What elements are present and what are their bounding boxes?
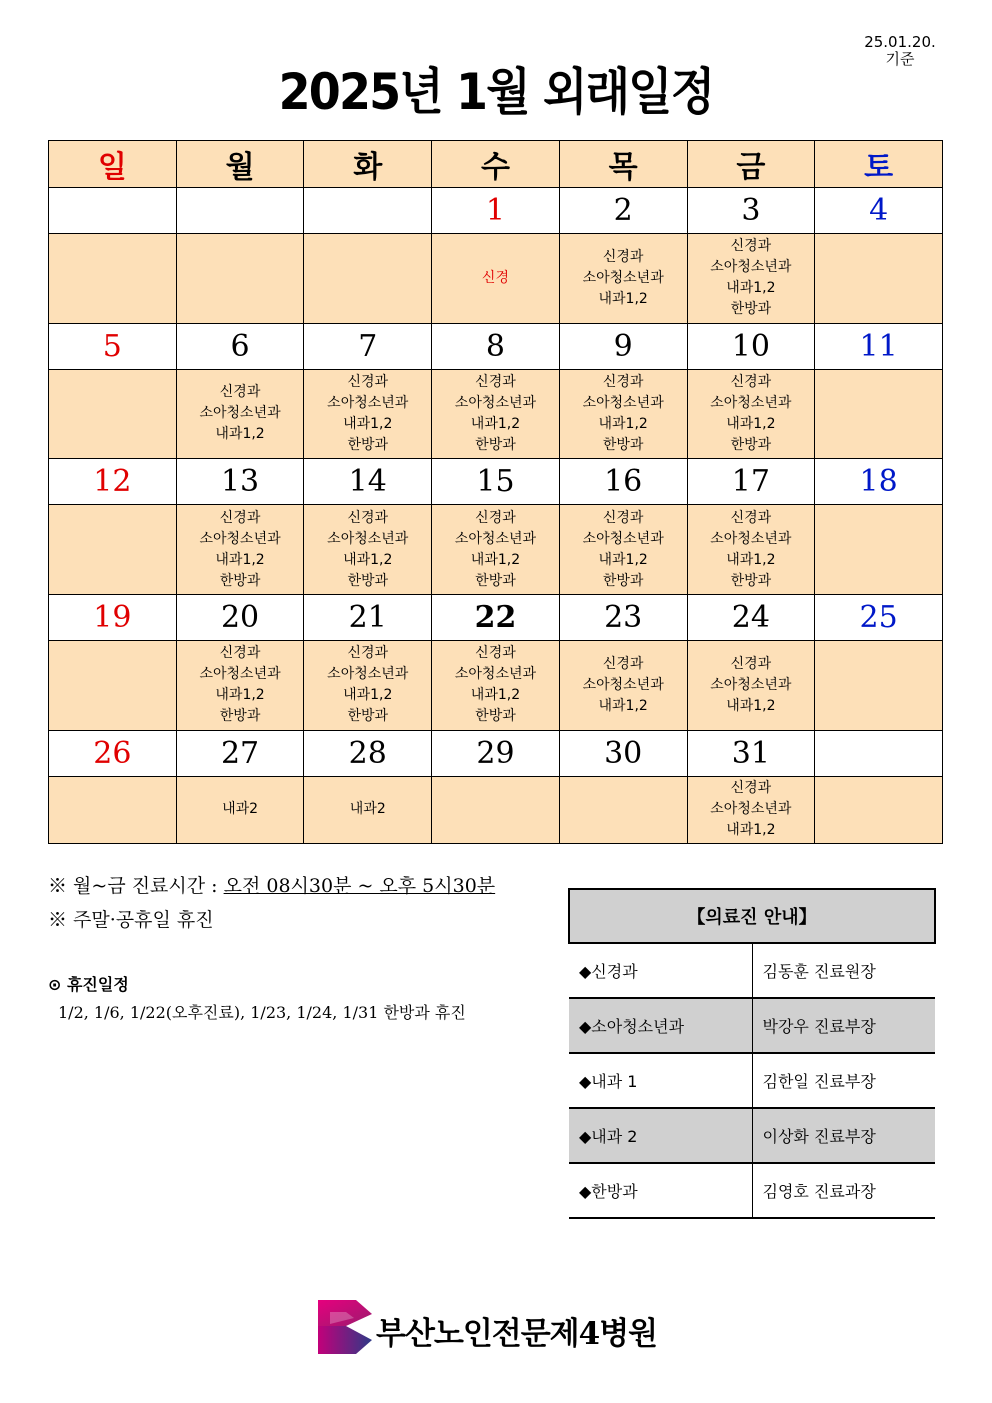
hours-value: 오전 08시30분 ~ 오후 5시30분 — [223, 875, 496, 897]
date-row — [49, 188, 943, 234]
department-label: 내과1,2 — [215, 426, 265, 443]
date-number — [49, 188, 177, 234]
department-label: 소아청소년과 — [582, 394, 664, 411]
date-number: 16 — [559, 459, 687, 505]
date-number: 23 — [559, 594, 687, 640]
staff-table — [568, 888, 936, 1219]
staff-dept: ◆소아청소년과 — [569, 998, 752, 1053]
reference-date-value: 25.01.20. — [864, 33, 936, 51]
date-row — [49, 459, 943, 505]
date-number: 8 — [432, 323, 560, 369]
schedule-cell — [687, 776, 815, 844]
department-label: 소아청소년과 — [582, 676, 664, 693]
department-label: 한방과 — [475, 708, 516, 725]
weekday-mon: 월 — [176, 141, 304, 188]
schedule-cell — [815, 234, 943, 324]
department-label: 소아청소년과 — [710, 801, 792, 818]
date-number: 18 — [815, 459, 943, 505]
schedule-cell — [559, 640, 687, 730]
department-label: 내과1,2 — [470, 687, 521, 704]
department-label: 신경과 — [475, 645, 516, 662]
department-label: 소아청소년과 — [454, 530, 537, 547]
department-label: 소아청소년과 — [199, 530, 281, 547]
department-label: 신경과 — [730, 509, 772, 526]
notes — [48, 872, 495, 940]
page-title: 2025년 1월 외래일정 — [278, 63, 714, 121]
department-label: 신경과 — [347, 509, 389, 526]
weekday-sat: 토 — [815, 141, 943, 188]
closed-schedule-heading: ⊙ 휴진일정 — [48, 975, 129, 994]
schedule-cell — [176, 369, 304, 459]
date-number: 1 — [432, 188, 560, 234]
department-label: 소아청소년과 — [454, 394, 537, 411]
date-number: 12 — [49, 459, 177, 505]
schedule-cell — [49, 234, 177, 324]
department-label: 내과2 — [222, 801, 259, 818]
date-number: 5 — [49, 323, 177, 369]
staff-heading: 【의료진 안내】 — [569, 889, 935, 943]
department-label: 신경과 — [475, 509, 516, 526]
date-number: 3 — [687, 188, 815, 234]
department-label: 한방과 — [219, 708, 261, 725]
weekday-thu: 목 — [559, 141, 687, 188]
schedule-cell — [559, 505, 687, 595]
schedule-cell — [304, 776, 432, 844]
staff-row — [569, 1163, 935, 1218]
hours-note — [48, 872, 495, 906]
department-label: 소아청소년과 — [199, 666, 281, 683]
department-label: 내과1,2 — [215, 687, 265, 704]
date-number: 15 — [432, 459, 560, 505]
reference-date-label: 기준 — [885, 50, 915, 68]
date-row — [49, 730, 943, 776]
date-number: 26 — [49, 730, 177, 776]
hospital-name: 부산노인전문제4병원 — [376, 1316, 658, 1352]
department-label: 소아청소년과 — [454, 666, 537, 683]
schedule-row — [49, 776, 943, 844]
date-number: 17 — [687, 459, 815, 505]
schedule-cell — [304, 234, 432, 324]
schedule-cell — [432, 234, 560, 324]
date-number: 21 — [304, 594, 432, 640]
department-label: 소아청소년과 — [710, 394, 792, 411]
department-label: 내과1,2 — [726, 551, 776, 568]
department-label: 내과1,2 — [726, 822, 776, 839]
department-label: 한방과 — [730, 436, 772, 453]
staff-row — [569, 1108, 935, 1163]
department-label: 내과1,2 — [598, 697, 648, 714]
department-label: 내과1,2 — [726, 280, 776, 297]
department-label: 내과1,2 — [470, 551, 521, 568]
department-label: 소아청소년과 — [327, 530, 409, 547]
department-label: 내과1,2 — [598, 551, 648, 568]
department-label: 소아청소년과 — [710, 676, 792, 693]
department-label: 내과1,2 — [215, 551, 265, 568]
department-label: 한방과 — [347, 572, 389, 589]
department-label: 한방과 — [730, 572, 772, 589]
date-number: 25 — [815, 594, 943, 640]
schedule-cell — [432, 776, 560, 844]
department-label: 신경 — [481, 269, 509, 286]
schedule-cell — [559, 776, 687, 844]
department-label: 한방과 — [475, 436, 516, 453]
date-number: 2 — [559, 188, 687, 234]
schedule-cell — [687, 369, 815, 459]
department-label: 소아청소년과 — [710, 259, 792, 276]
department-label: 신경과 — [730, 780, 772, 797]
date-number — [304, 188, 432, 234]
department-label: 내과1,2 — [343, 687, 393, 704]
schedule-cell — [815, 640, 943, 730]
department-label: 한방과 — [602, 572, 644, 589]
department-label: 신경과 — [730, 238, 772, 255]
calendar-table — [48, 140, 943, 844]
department-label: 소아청소년과 — [710, 530, 792, 547]
department-label: 한방과 — [219, 572, 261, 589]
schedule-cell — [687, 640, 815, 730]
schedule-row — [49, 234, 943, 324]
schedule-cell — [176, 505, 304, 595]
weekday-wed: 수 — [432, 141, 560, 188]
department-label: 신경과 — [730, 655, 772, 672]
staff-doctor: 이상화 진료부장 — [752, 1108, 935, 1163]
date-number: 14 — [304, 459, 432, 505]
date-number: 24 — [687, 594, 815, 640]
hours-prefix: ※ 월~금 진료시간 : — [48, 875, 224, 897]
staff-dept: ◆내과 2 — [569, 1108, 752, 1163]
department-label: 한방과 — [475, 572, 516, 589]
staff-doctor: 박강우 진료부장 — [752, 998, 935, 1053]
date-number — [815, 730, 943, 776]
schedule-cell — [432, 505, 560, 595]
department-label: 한방과 — [347, 436, 389, 453]
department-label: 내과1,2 — [470, 415, 521, 432]
weekday-fri: 금 — [687, 141, 815, 188]
schedule-cell — [176, 234, 304, 324]
closed-schedule-text: 1/2, 1/6, 1/22(오후진료), 1/23, 1/24, 1/31 한방과 휴진 — [58, 1003, 466, 1022]
schedule-cell — [304, 505, 432, 595]
date-number: 29 — [432, 730, 560, 776]
schedule-cell — [559, 369, 687, 459]
date-row — [49, 323, 943, 369]
department-label: 내과1,2 — [726, 415, 776, 432]
schedule-cell — [432, 640, 560, 730]
schedule-cell — [687, 505, 815, 595]
department-label: 소아청소년과 — [582, 530, 664, 547]
schedule-cell — [176, 640, 304, 730]
department-label: 내과1,2 — [343, 551, 393, 568]
date-number: 19 — [49, 594, 177, 640]
schedule-cell — [49, 505, 177, 595]
weekend-note: ※ 주말·공휴일 휴진 — [48, 909, 214, 931]
schedule-cell — [49, 776, 177, 844]
department-label: 내과1,2 — [343, 415, 393, 432]
department-label: 내과1,2 — [598, 290, 648, 307]
date-number: 11 — [815, 323, 943, 369]
date-row — [49, 594, 943, 640]
hospital-logo — [316, 1298, 736, 1358]
schedule-cell — [815, 505, 943, 595]
schedule-cell — [49, 369, 177, 459]
date-number: 28 — [304, 730, 432, 776]
department-label: 한방과 — [347, 708, 389, 725]
department-label: 신경과 — [219, 645, 261, 662]
department-label: 소아청소년과 — [582, 269, 664, 286]
department-label: 신경과 — [602, 373, 644, 390]
date-number: 10 — [687, 323, 815, 369]
department-label: 내과2 — [349, 801, 386, 818]
department-label: 신경과 — [347, 373, 389, 390]
department-label: 소아청소년과 — [327, 394, 409, 411]
schedule-cell — [687, 234, 815, 324]
schedule-cell — [304, 640, 432, 730]
schedule-cell — [559, 234, 687, 324]
schedule-cell — [176, 776, 304, 844]
schedule-cell — [432, 369, 560, 459]
staff-row — [569, 943, 935, 998]
department-label: 한방과 — [602, 436, 644, 453]
date-number: 30 — [559, 730, 687, 776]
date-number: 4 — [815, 188, 943, 234]
department-label: 한방과 — [730, 301, 772, 318]
weekday-header-row — [49, 141, 943, 188]
staff-row — [569, 998, 935, 1053]
department-label: 신경과 — [602, 655, 644, 672]
schedule-cell — [815, 369, 943, 459]
department-label: 내과1,2 — [598, 415, 648, 432]
date-number: 31 — [687, 730, 815, 776]
department-label: 소아청소년과 — [327, 666, 409, 683]
date-number: 27 — [176, 730, 304, 776]
staff-doctor: 김동훈 진료원장 — [752, 943, 935, 998]
hospital-logo-icon — [316, 1298, 374, 1356]
date-number: 13 — [176, 459, 304, 505]
department-label: 신경과 — [219, 384, 261, 401]
schedule-row — [49, 640, 943, 730]
schedule-row — [49, 505, 943, 595]
date-number: 22 — [432, 594, 560, 640]
schedule-cell — [304, 369, 432, 459]
department-label: 신경과 — [475, 373, 516, 390]
staff-dept: ◆신경과 — [569, 943, 752, 998]
staff-row — [569, 1053, 935, 1108]
weekday-tue: 화 — [304, 141, 432, 188]
staff-dept: ◆한방과 — [569, 1163, 752, 1218]
staff-doctor: 김영호 진료과장 — [752, 1163, 935, 1218]
department-label: 신경과 — [347, 645, 389, 662]
schedule-cell — [49, 640, 177, 730]
weekday-sun: 일 — [49, 141, 177, 188]
department-label: 신경과 — [602, 248, 644, 265]
schedule-cell — [815, 776, 943, 844]
staff-heading-row — [569, 889, 935, 943]
schedule-row — [49, 369, 943, 459]
date-number — [176, 188, 304, 234]
date-number: 7 — [304, 323, 432, 369]
department-label: 신경과 — [219, 509, 261, 526]
staff-dept: ◆내과 1 — [569, 1053, 752, 1108]
date-number: 20 — [176, 594, 304, 640]
department-label: 소아청소년과 — [199, 405, 281, 422]
staff-doctor: 김한일 진료부장 — [752, 1053, 935, 1108]
date-number: 6 — [176, 323, 304, 369]
date-number: 9 — [559, 323, 687, 369]
department-label: 신경과 — [602, 509, 644, 526]
department-label: 내과1,2 — [726, 697, 776, 714]
department-label: 신경과 — [730, 373, 772, 390]
